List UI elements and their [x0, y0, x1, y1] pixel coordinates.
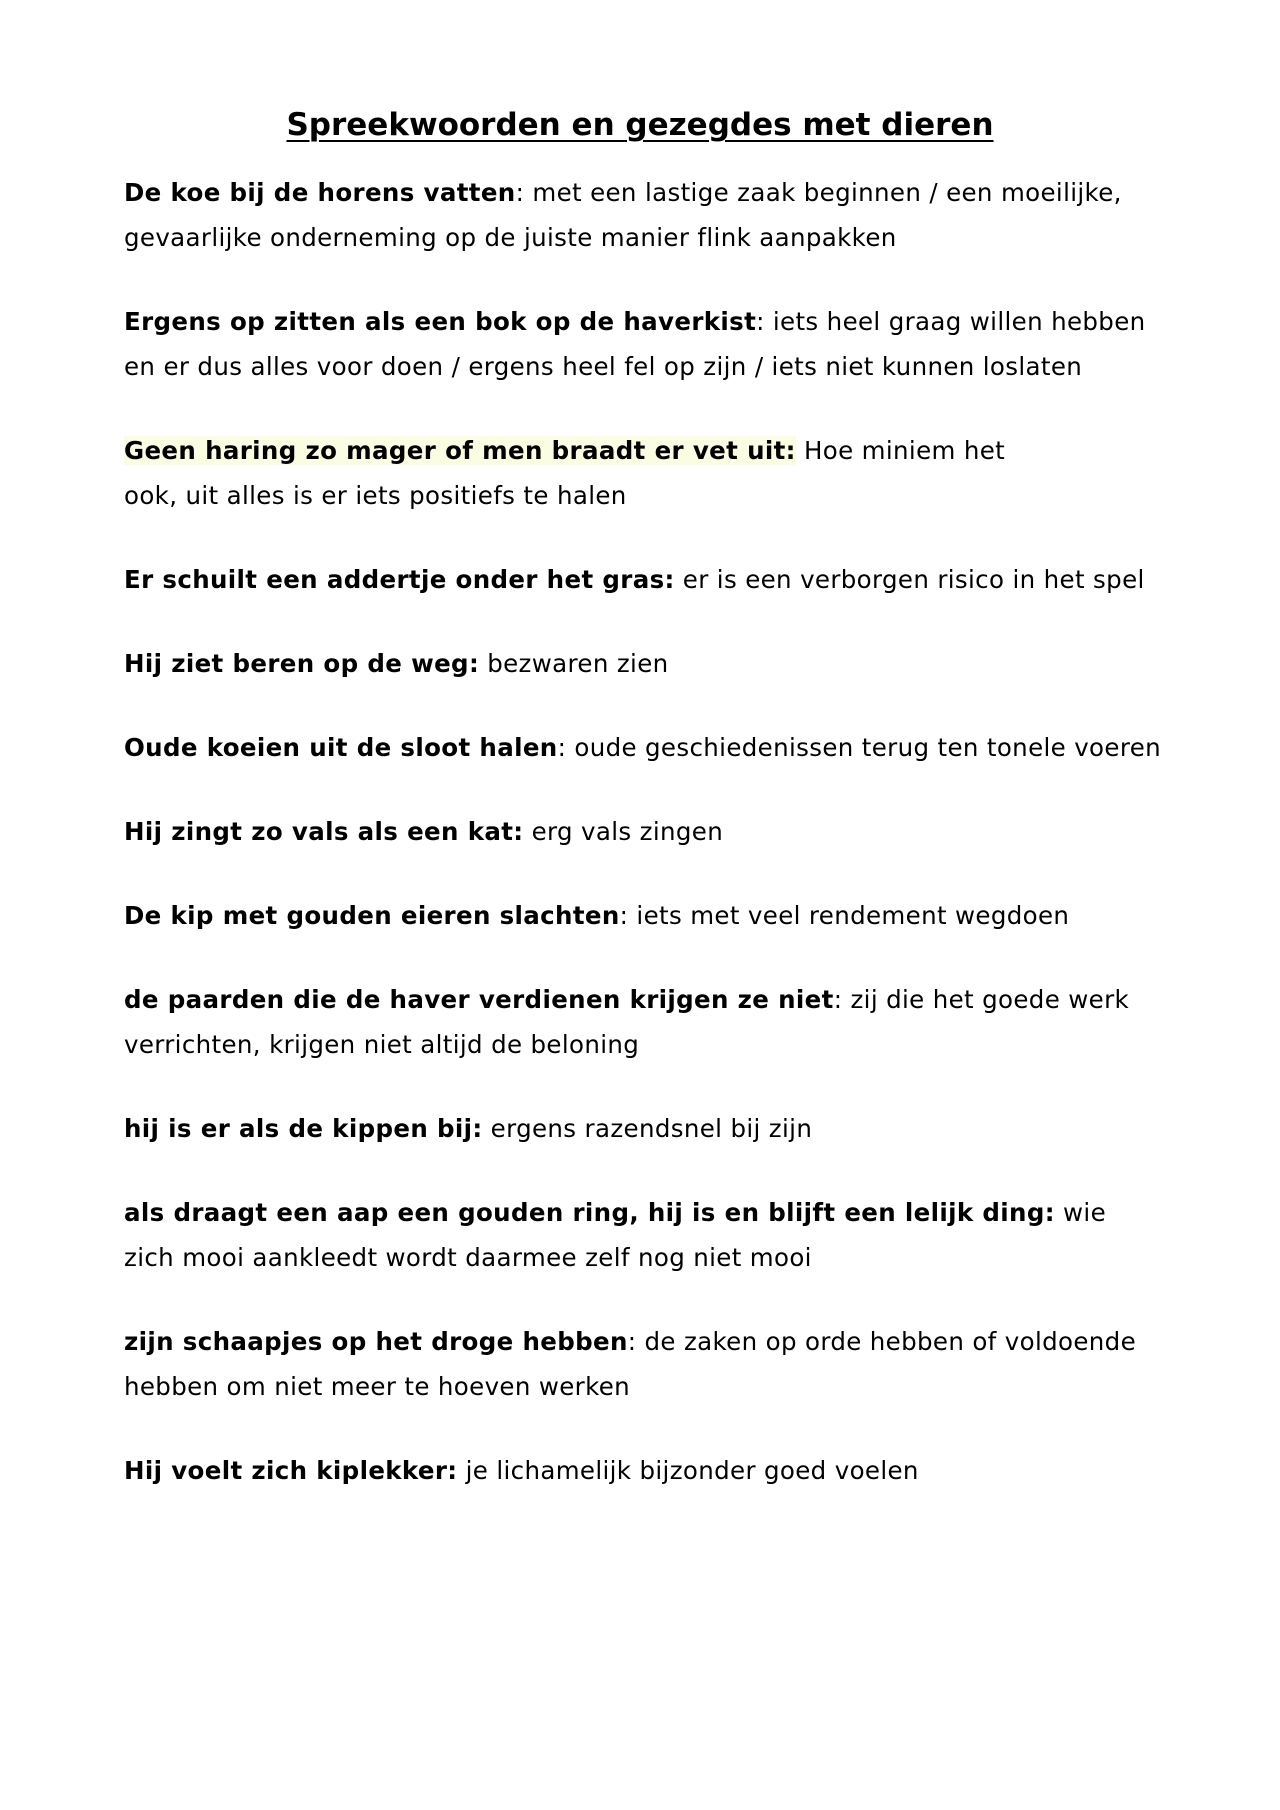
proverb-meaning: Hoe miniem het ook, uit alles is er iets positiefs te halen: [124, 436, 1006, 510]
proverb-term: Geen haring zo mager of men braadt er vet uit:: [124, 436, 796, 465]
proverb-term: Oude koeien uit de sloot halen: [124, 733, 558, 762]
proverb-entry: [124, 428, 1044, 518]
proverb-meaning: : iets met veel rendement wegdoen: [619, 901, 1070, 930]
proverb-entry: [124, 977, 1164, 1067]
proverb-term: hij is er als de kippen bij:: [124, 1114, 483, 1143]
proverb-entry: [124, 725, 1164, 770]
proverb-meaning: : zij die het goede werk verrichten, krijgen niet altijd de beloning: [124, 985, 1130, 1059]
proverb-meaning: ergens razendsnel bij zijn: [482, 1114, 813, 1143]
proverb-term: Hij zingt zo vals als een kat:: [124, 817, 524, 846]
proverb-term: De kip met gouden eieren slachten: [124, 901, 620, 930]
proverb-term: de paarden die de haver verdienen krijgen ze niet: [124, 985, 834, 1014]
proverb-meaning: : de zaken op orde hebben of voldoende hebben om niet meer te hoeven werken: [124, 1327, 1136, 1401]
proverb-entry: [124, 809, 1164, 854]
proverb-entry: [124, 1319, 1164, 1409]
proverb-entry: [124, 170, 1164, 260]
proverb-term: Ergens op zitten als een bok op de haverkist: [124, 307, 757, 336]
proverb-entry: [124, 893, 1164, 938]
proverb-term: De koe bij de horens vatten: [124, 178, 516, 207]
page-title: Spreekwoorden en gezegdes met dieren: [286, 107, 994, 143]
proverb-list: [124, 170, 1164, 1532]
proverb-entry: [124, 1448, 1164, 1493]
proverb-term: Er schuilt een addertje onder het gras:: [124, 565, 675, 594]
proverb-term: als draagt een aap een gouden ring, hij is en blijft een lelijk ding:: [124, 1198, 1055, 1227]
proverb-meaning: : met een lastige zaak beginnen / een moeilijke, gevaarlijke onderneming op de juiste manier flink aanpakken: [124, 178, 1122, 252]
proverb-meaning: : iets heel graag willen hebben en er dus alles voor doen / ergens heel fel op zijn / iets niet kunnen loslaten: [124, 307, 1146, 381]
proverb-term: Hij voelt zich kiplekker:: [124, 1456, 458, 1485]
proverb-entry: [124, 1190, 1164, 1280]
proverb-meaning: wie zich mooi aankleedt wordt daarmee zelf nog niet mooi: [124, 1198, 1106, 1272]
proverb-entry: [124, 1106, 1164, 1151]
proverb-entry: [124, 557, 1164, 602]
proverb-entry: [124, 299, 1164, 389]
proverb-entry: [124, 641, 1164, 686]
proverb-meaning: er is een verborgen risico in het spel: [674, 565, 1145, 594]
proverb-term: Hij ziet beren op de weg:: [124, 649, 480, 678]
proverb-meaning: je lichamelijk bijzonder goed voelen: [457, 1456, 919, 1485]
proverb-meaning: bezwaren zien: [479, 649, 669, 678]
proverb-term: zijn schaapjes op het droge hebben: [124, 1327, 628, 1356]
proverb-meaning: erg vals zingen: [523, 817, 724, 846]
proverb-meaning: : oude geschiedenissen terug ten tonele voeren: [557, 733, 1162, 762]
